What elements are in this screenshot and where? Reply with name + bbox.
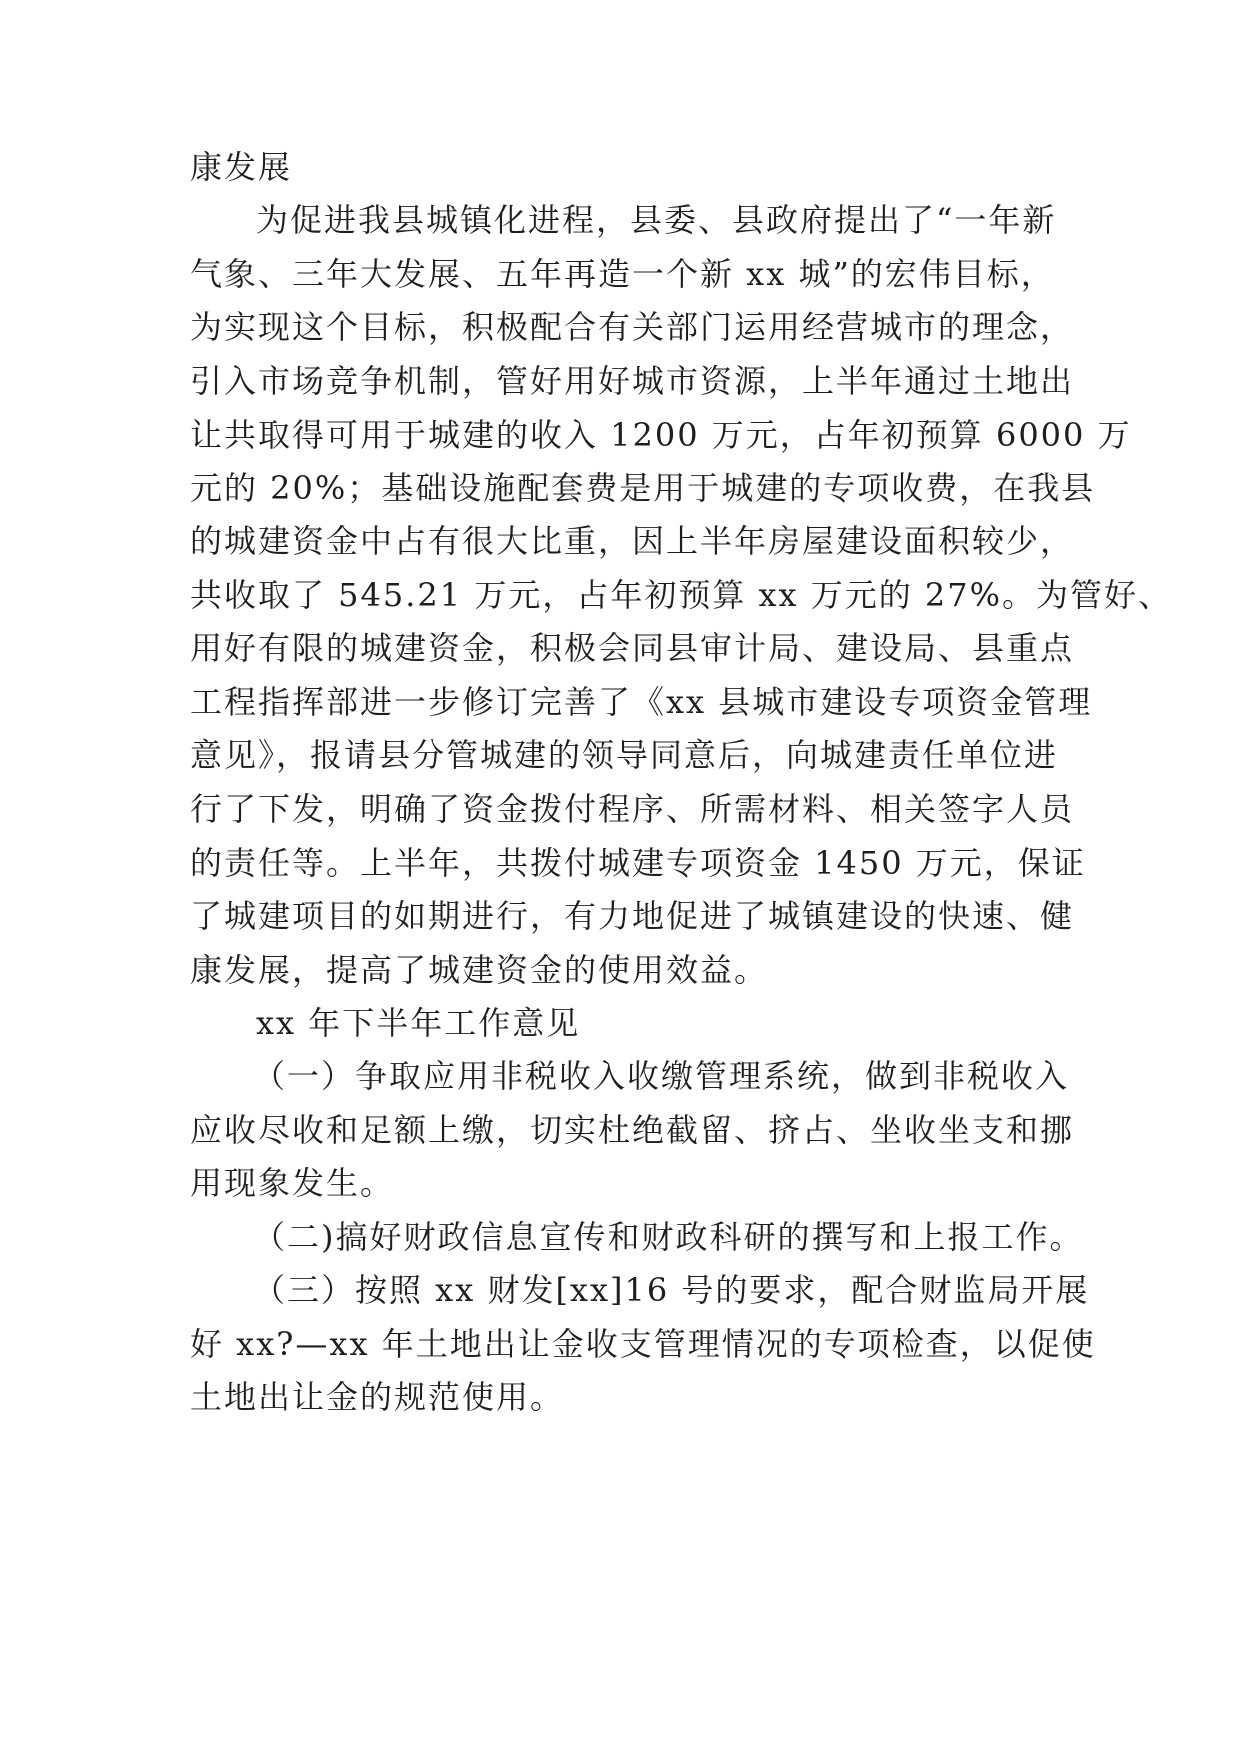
text-line: 应收尽收和足额上缴，切实杜绝截留、挤占、坐收坐支和挪 bbox=[190, 1111, 1075, 1149]
text-line: 土地出让金的规范使用。 bbox=[190, 1378, 565, 1416]
text-line: 工程指挥部进一步修订完善了《xx 县城市建设专项资金管理 bbox=[190, 683, 1093, 721]
text-line: 共收取了 545.21 万元，占年初预算 xx 万元的 27%。为管好、 bbox=[190, 576, 1173, 614]
text-line: 了城建项目的如期进行，有力地促进了城镇建设的快速、健 bbox=[190, 897, 1075, 935]
text-line: 用现象发生。 bbox=[190, 1164, 395, 1202]
item-two-line: （二)搞好财政信息宣传和财政科研的撰写和上报工作。 bbox=[253, 1218, 1084, 1256]
item-three-line: （三）按照 xx 财发[xx]16 号的要求，配合财监局开展 bbox=[253, 1271, 1090, 1309]
text-line: 康发展，提高了城建资金的使用效益。 bbox=[190, 951, 769, 989]
text-line: 的城建资金中占有很大比重，因上半年房屋建设面积较少， bbox=[190, 522, 1075, 560]
text-line: 好 xx?—xx 年土地出让金收支管理情况的专项检查，以促使 bbox=[190, 1325, 1096, 1363]
text-line: 的责任等。上半年，共拨付城建专项资金 1450 万元，保证 bbox=[190, 844, 1086, 882]
text-line: 为实现这个目标，积极配合有关部门运用经营城市的理念， bbox=[190, 308, 1075, 346]
text-line: 气象、三年大发展、五年再造一个新 xx 城”的宏伟目标， bbox=[190, 255, 1055, 293]
text-line: 用好有限的城建资金，积极会同县审计局、建设局、县重点 bbox=[190, 629, 1075, 667]
text-line: 元的 20%；基础设施配套费是用于城建的专项收费，在我县 bbox=[190, 469, 1096, 507]
text-line: 意见》，报请县分管城建的领导同意后，向城建责任单位进 bbox=[190, 736, 1059, 774]
paragraph-start-line: 为促进我县城镇化进程，县委、县政府提出了“一年新 bbox=[256, 201, 1057, 239]
text-line: 行了下发，明确了资金拨付程序、所需材料、相关签字人员 bbox=[190, 790, 1075, 828]
text-line: 让共取得可用于城建的收入 1200 万元，占年初预算 6000 万 bbox=[190, 416, 1132, 454]
text-line: 引入市场竞争机制，管好用好城市资源，上半年通过土地出 bbox=[190, 362, 1075, 400]
text-line: 康发展 bbox=[190, 148, 293, 186]
item-one-line: （一）争取应用非税收入收缴管理系统，做到非税收入 bbox=[253, 1057, 1070, 1095]
section-heading: xx 年下半年工作意见 bbox=[256, 1004, 581, 1042]
